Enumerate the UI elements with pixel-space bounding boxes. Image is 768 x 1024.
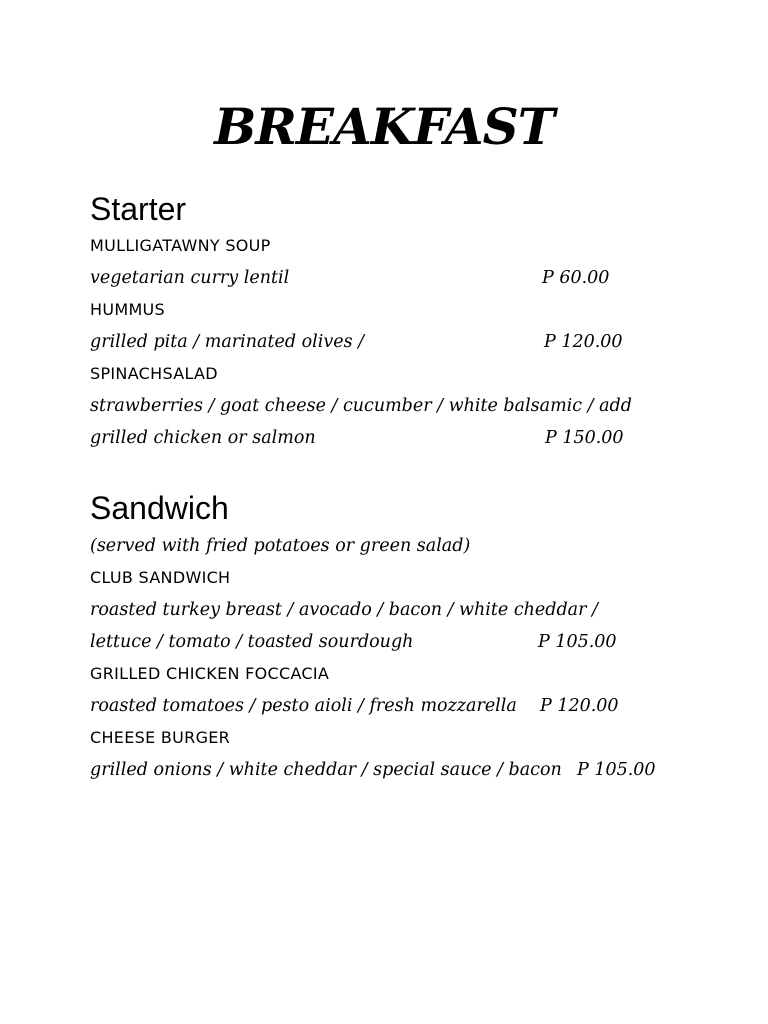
item-price: P 105.00 [577, 760, 656, 780]
menu-item-name: CLUB SANDWICH [90, 568, 231, 587]
menu-item-description [90, 692, 730, 720]
menu-item-name: HUMMUS [90, 300, 166, 319]
description-text: grilled onions / white cheddar / special sauce / bacon [90, 760, 562, 780]
section-note: (served with fried potatoes or green salad) [90, 536, 471, 556]
menu-item-name: SPINACHSALAD [90, 364, 218, 383]
menu-item-description [90, 756, 730, 784]
item-price: P 120.00 [544, 332, 623, 352]
menu-item-description: roasted turkey breast / avocado / bacon / white cheddar / [90, 600, 598, 620]
description-text: grilled chicken or salmon [90, 428, 316, 448]
description-text: roasted tomatoes / pesto aioli / fresh mozzarella [90, 696, 517, 716]
item-price: P 150.00 [545, 428, 624, 448]
menu-item-description [90, 424, 730, 452]
description-text: lettuce / tomato / toasted sourdough [90, 632, 414, 652]
menu-item-description [90, 628, 730, 656]
item-price: P 105.00 [538, 632, 617, 652]
menu-item-description: strawberries / goat cheese / cucumber / white balsamic / add [90, 396, 632, 416]
menu-item-name: CHEESE BURGER [90, 728, 231, 747]
item-price: P 120.00 [540, 696, 619, 716]
item-price: P 60.00 [542, 268, 610, 288]
description-text: vegetarian curry lentil [90, 268, 290, 288]
menu-item-description [90, 328, 730, 356]
menu-title: BREAKFAST [214, 97, 554, 156]
menu-item-name: GRILLED CHICKEN FOCCACIA [90, 664, 330, 683]
menu-item-name: MULLIGATAWNY SOUP [90, 236, 271, 255]
menu-item-description [90, 264, 730, 292]
section-heading-sandwich: Sandwich [90, 490, 229, 526]
section-heading-starter: Starter [90, 191, 187, 227]
description-text: grilled pita / marinated olives / [90, 332, 365, 352]
